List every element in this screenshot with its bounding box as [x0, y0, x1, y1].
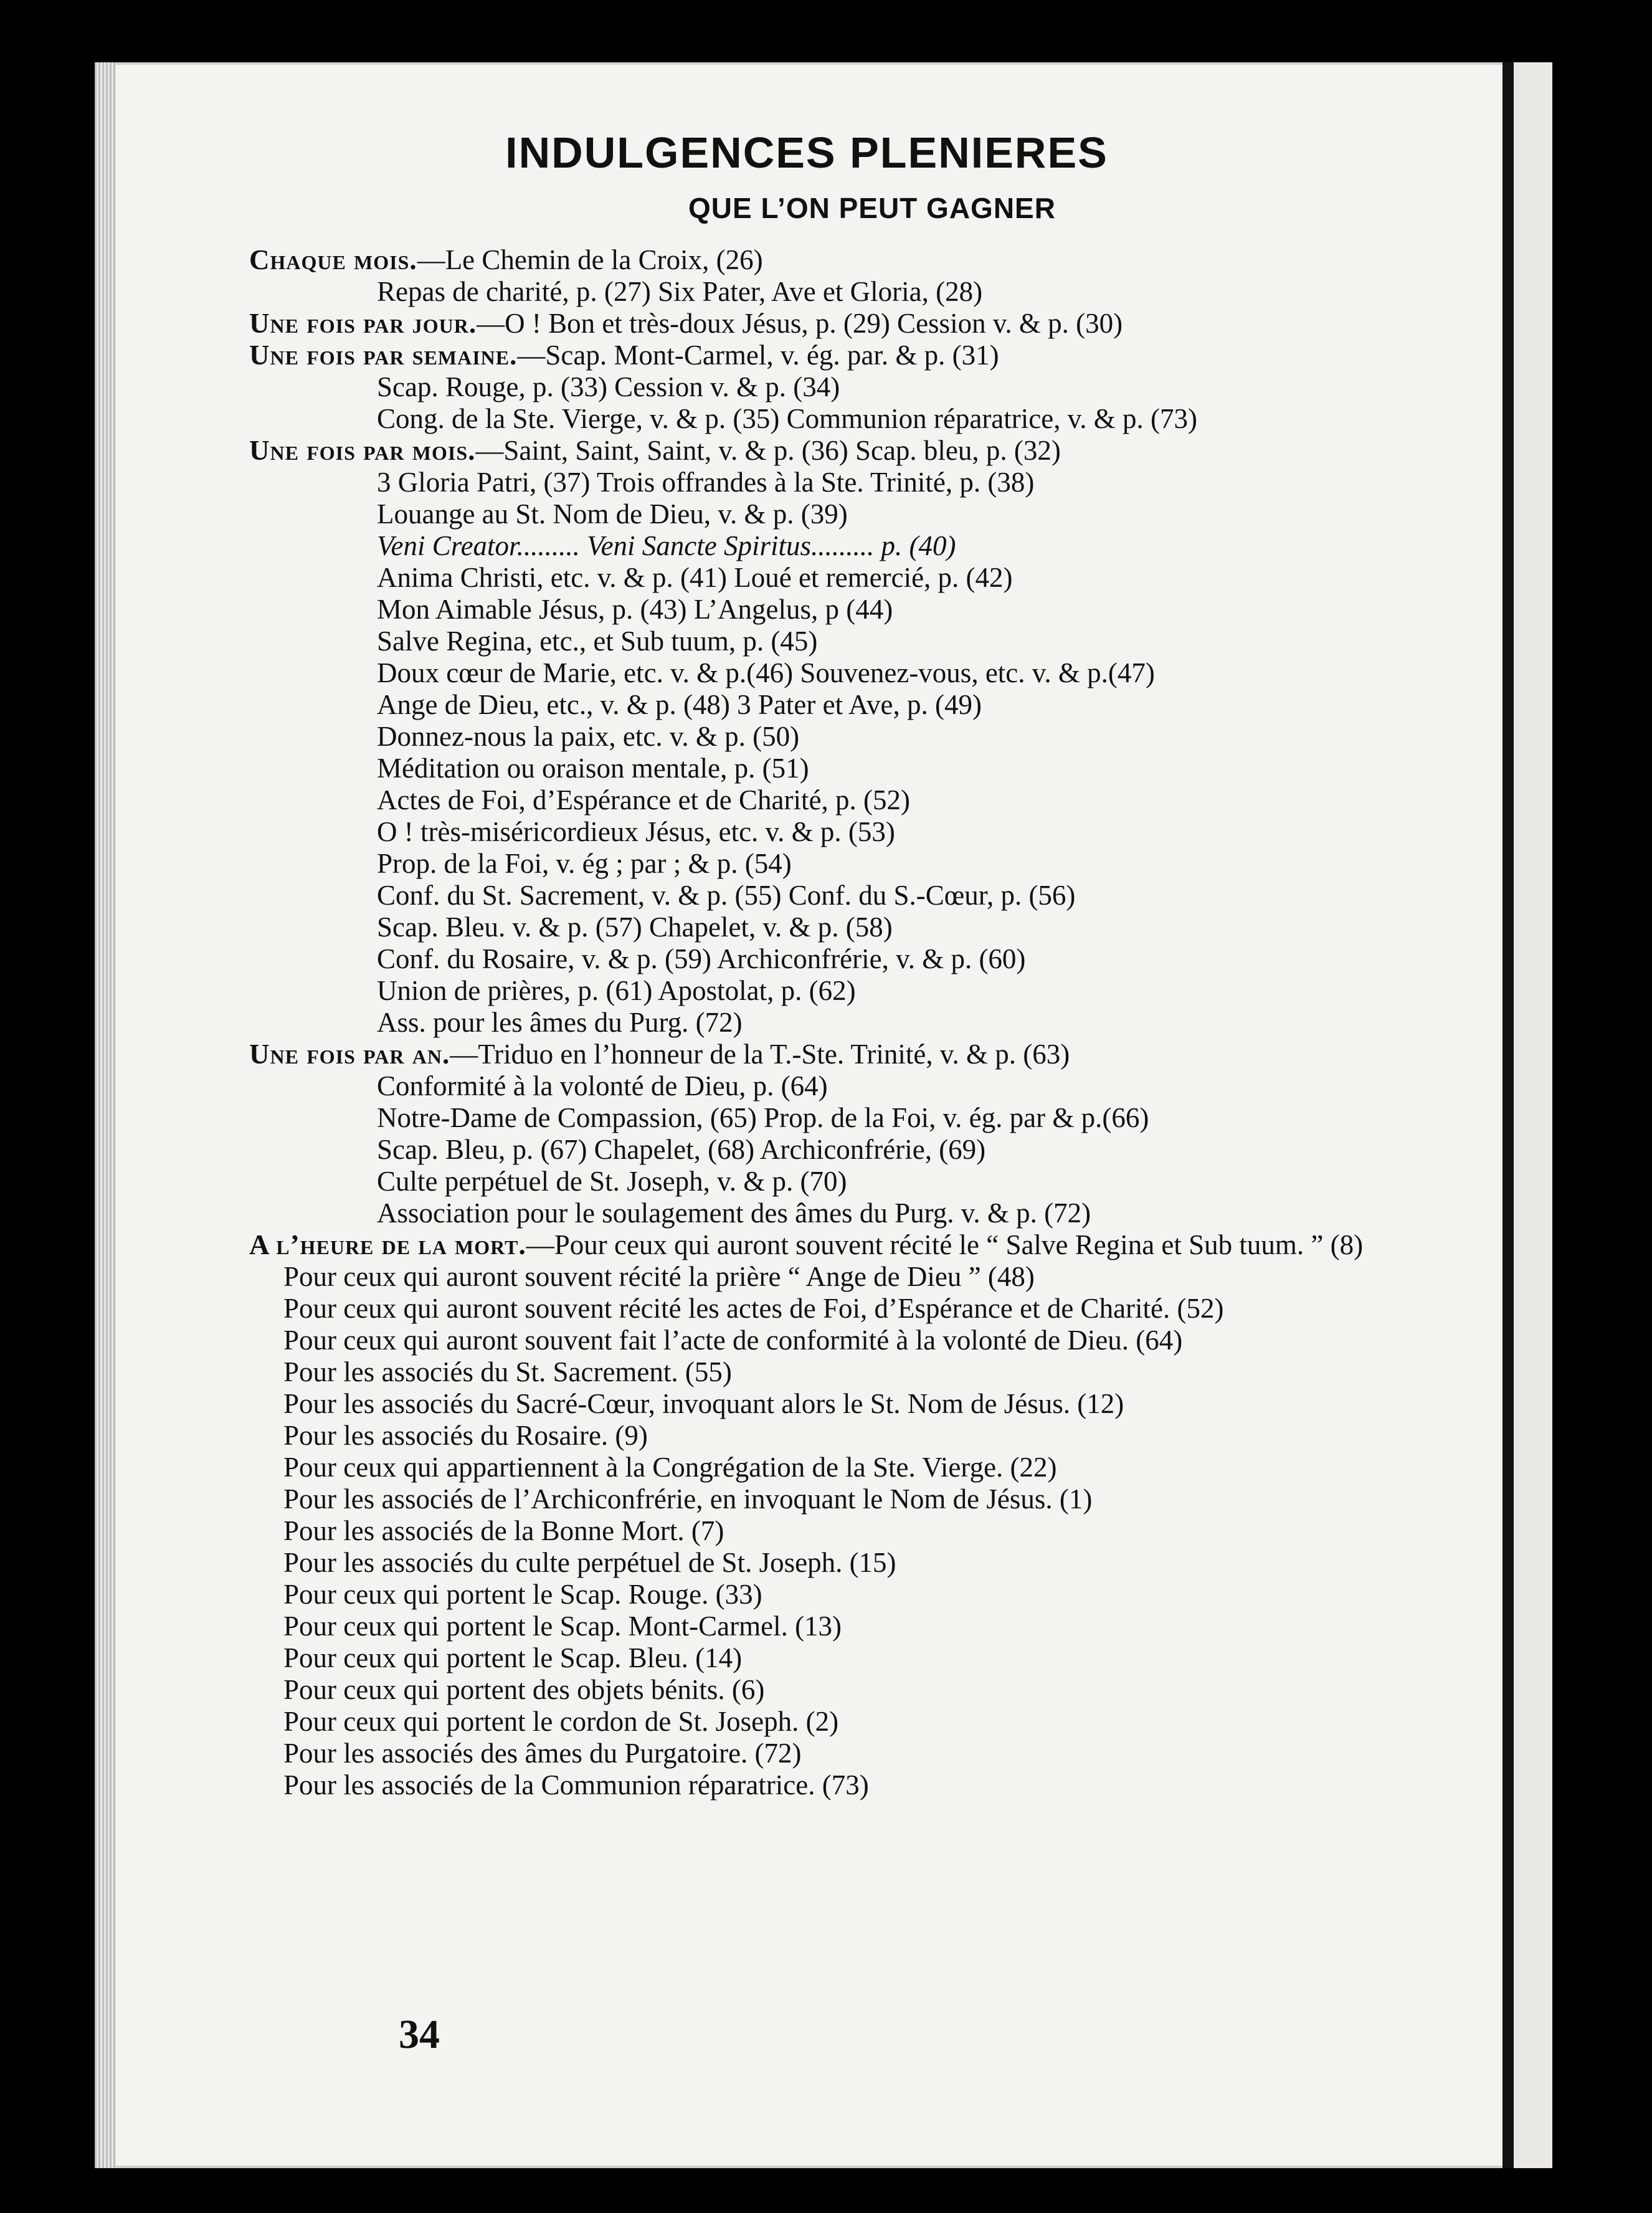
list-item: Donnez-nous la paix, etc. v. & p. (50): [377, 721, 800, 752]
section-heading: Une fois par an.: [249, 1039, 450, 1070]
list-item: Méditation ou oraison mentale, p. (51): [377, 753, 809, 784]
page-content: [249, 125, 1364, 1801]
section-lead-line: [249, 244, 1364, 276]
section-lead: —Scap. Mont-Carmel, v. ég. par. & p. (31): [517, 340, 999, 371]
list-item: Anima Christi, etc. v. & p. (41) Loué et remercié, p. (42): [377, 562, 1013, 593]
list-item: Pour ceux qui portent le Scap. Bleu. (14): [283, 1642, 743, 1673]
list-item: Louange au St. Nom de Dieu, v. & p. (39): [377, 498, 848, 530]
list-item: Conformité à la volonté de Dieu, p. (64): [377, 1070, 828, 1102]
section-lead-line: [249, 1039, 1364, 1070]
list-item: Notre-Dame de Compassion, (65) Prop. de la Foi, v. ég. par & p.(66): [377, 1102, 1149, 1133]
section-lead: —Pour ceux qui auront souvent récité le “ Salve Regina et Sub tuum. ” (8): [526, 1229, 1364, 1260]
list-item: 3 Gloria Patri, (37) Trois offrandes à la Ste. Trinité, p. (38): [377, 467, 1035, 498]
section-lead-line: [249, 308, 1364, 340]
section-lead-line: [249, 435, 1364, 467]
list-item: Pour ceux qui portent le cordon de St. Joseph. (2): [283, 1706, 839, 1737]
list-item: Repas de charité, p. (27) Six Pater, Ave et Gloria, (28): [377, 276, 983, 307]
section-une-fois-par-mois: [249, 435, 1364, 1039]
section-lead-line: [249, 1229, 1364, 1261]
list-item: Veni Creator......... Veni Sancte Spiritus......... p. (40): [377, 530, 956, 561]
section-lead-line: [249, 340, 1364, 371]
section-chaque-mois: [249, 244, 1364, 308]
list-item: Culte perpétuel de St. Joseph, v. & p. (70): [377, 1166, 847, 1197]
list-item: Actes de Foi, d’Espérance et de Charité, p. (52): [377, 784, 910, 816]
list-item: Scap. Rouge, p. (33) Cession v. & p. (34): [377, 371, 840, 402]
list-item: Doux cœur de Marie, etc. v. & p.(46) Souvenez-vous, etc. v. & p.(47): [377, 657, 1155, 688]
section-a-l-heure-de-la-mort: [249, 1229, 1364, 1801]
section-lead: —Saint, Saint, Saint, v. & p. (36) Scap. bleu, p. (32): [475, 435, 1061, 466]
list-item: O ! très-miséricordieux Jésus, etc. v. & p. (53): [377, 816, 895, 847]
book-gutter: [1502, 62, 1514, 2168]
list-item: Ange de Dieu, etc., v. & p. (48) 3 Pater et Ave, p. (49): [377, 689, 982, 720]
list-item: Scap. Bleu, p. (67) Chapelet, (68) Archiconfrérie, (69): [377, 1134, 986, 1165]
list-item: Salve Regina, etc., et Sub tuum, p. (45): [377, 626, 818, 657]
list-item: Pour les associés de la Bonne Mort. (7): [283, 1515, 724, 1546]
list-item: Conf. du Rosaire, v. & p. (59) Archiconfrérie, v. & p. (60): [377, 943, 1026, 974]
section-heading: Une fois par semaine.: [249, 340, 518, 371]
page-subtitle: QUE L’ON PEUT GAGNER: [688, 192, 1056, 224]
list-item: Pour ceux qui portent le Scap. Rouge. (33): [283, 1579, 762, 1610]
section-une-fois-par-semaine: [249, 340, 1364, 435]
section-une-fois-par-an: [249, 1039, 1364, 1229]
section-lead: —Triduo en l’honneur de la T.-Ste. Trinité, v. & p. (63): [450, 1039, 1070, 1070]
section-heading: Une fois par jour.: [249, 308, 477, 339]
list-item: Association pour le soulagement des âmes du Purg. v. & p. (72): [377, 1197, 1091, 1229]
section-lead: —O ! Bon et très-doux Jésus, p. (29) Cession v. & p. (30): [477, 308, 1123, 339]
list-item: Pour ceux qui auront souvent fait l’acte de conformité à la volonté de Dieu. (64): [283, 1325, 1183, 1356]
facing-page-edge: [1514, 62, 1552, 2168]
list-item: Conf. du St. Sacrement, v. & p. (55) Conf. du S.-Cœur, p. (56): [377, 880, 1076, 911]
list-item: Pour les associés du St. Sacrement. (55): [283, 1356, 732, 1387]
list-item: Pour ceux qui portent des objets bénits. (6): [283, 1674, 765, 1705]
section-une-fois-par-jour: [249, 308, 1364, 340]
list-item: Scap. Bleu. v. & p. (57) Chapelet, v. & p. (58): [377, 911, 893, 943]
list-item: Pour les associés de la Communion réparatrice. (73): [283, 1769, 869, 1801]
list-item: Pour les associés du culte perpétuel de St. Joseph. (15): [283, 1547, 896, 1578]
list-item: Ass. pour les âmes du Purg. (72): [377, 1007, 743, 1038]
list-item: Pour ceux qui appartiennent à la Congrégation de la Ste. Vierge. (22): [283, 1452, 1057, 1483]
section-heading: Chaque mois.: [249, 244, 417, 275]
section-heading: Une fois par mois.: [249, 435, 476, 466]
list-item: Pour ceux qui auront souvent récité la prière “ Ange de Dieu ” (48): [283, 1261, 1035, 1292]
list-item: Pour ceux qui portent le Scap. Mont-Carmel. (13): [283, 1611, 842, 1642]
list-item: Pour les associés du Sacré-Cœur, invoquant alors le St. Nom de Jésus. (12): [283, 1388, 1124, 1419]
list-item: Pour les associés de l’Archiconfrérie, en invoquant le Nom de Jésus. (1): [283, 1483, 1093, 1515]
section-lead: —Le Chemin de la Croix, (26): [417, 244, 763, 275]
list-item: Pour ceux qui auront souvent récité les actes de Foi, d’Espérance et de Charité. (52): [283, 1293, 1224, 1324]
list-item: Prop. de la Foi, v. ég ; par ; & p. (54): [377, 848, 792, 879]
page-title: INDULGENCES PLENIERES: [505, 128, 1108, 177]
list-item: Pour les associés des âmes du Purgatoire. (72): [283, 1738, 802, 1769]
list-group: [249, 1261, 1364, 1801]
page-number: 34: [399, 2012, 440, 2057]
section-heading: A l’heure de la mort.: [249, 1229, 526, 1260]
page-edge: [95, 62, 116, 2168]
list-item: Pour les associés du Rosaire. (9): [283, 1420, 648, 1451]
list-item: Union de prières, p. (61) Apostolat, p. (62): [377, 975, 856, 1006]
list-item: Mon Aimable Jésus, p. (43) L’Angelus, p (44): [377, 594, 893, 625]
list-item: Cong. de la Ste. Vierge, v. & p. (35) Communion réparatrice, v. & p. (73): [377, 403, 1198, 434]
